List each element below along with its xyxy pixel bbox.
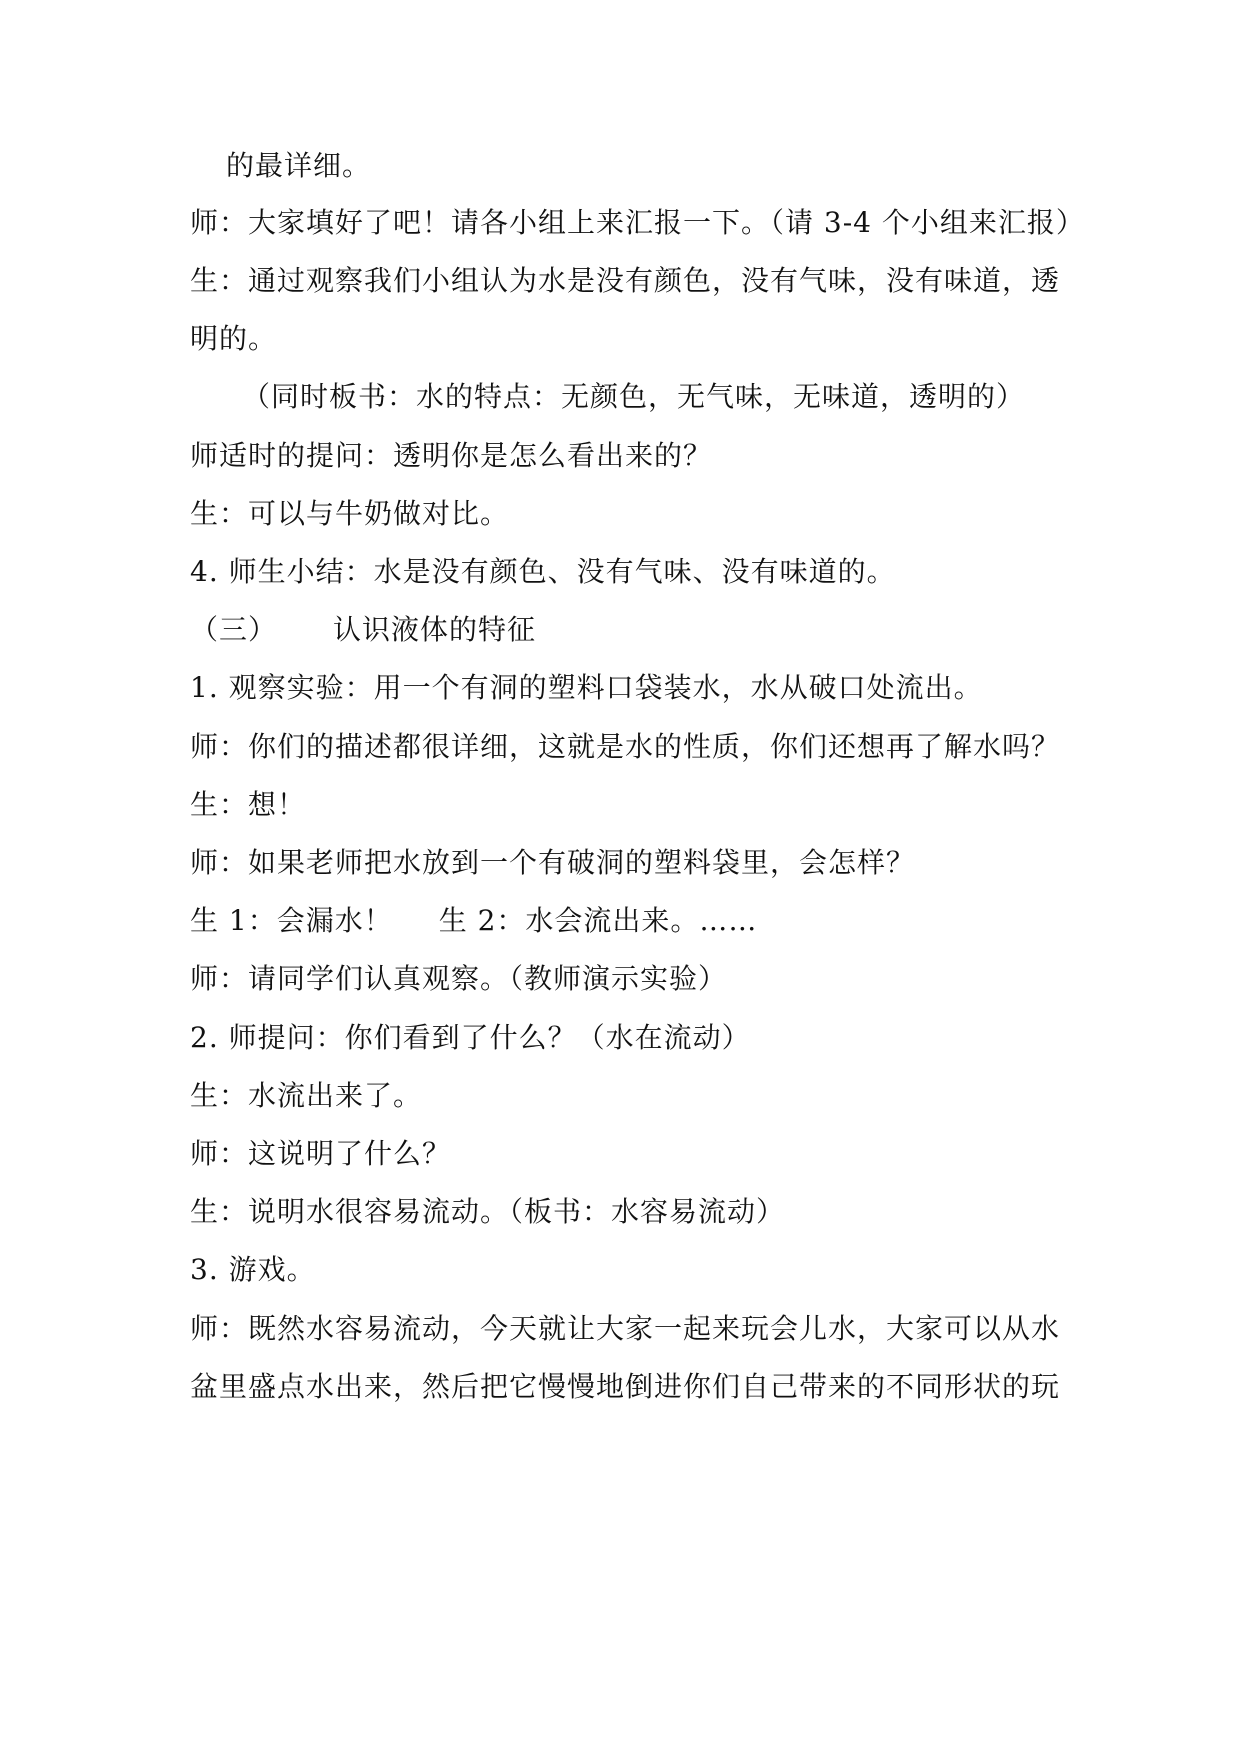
text-line: 生：说明水很容易流动。（板书：水容易流动）	[190, 1195, 786, 1228]
text-line: 师：如果老师把水放到一个有破洞的塑料袋里，会怎样？	[190, 846, 916, 879]
text-line: 1. 观察实验：用一个有洞的塑料口袋装水，水从破口处流出。	[190, 671, 983, 704]
text-line: 盆里盛点水出来，然后把它慢慢地倒进你们自己带来的不同形状的玩	[190, 1370, 1061, 1403]
text-line: 生：想！	[190, 788, 307, 821]
text-line	[190, 901, 757, 941]
text-line: 师适时的提问：透明你是怎么看出来的？	[190, 439, 713, 472]
student-1-answer: 生 1：会漏水！	[190, 904, 393, 937]
student-2-answer: 生 2：水会流出来。……	[438, 904, 758, 937]
section-heading	[190, 610, 536, 650]
text-line: 师：你们的描述都很详细，这就是水的性质，你们还想再了解水吗？	[190, 730, 1061, 763]
text-line: 2. 师提问：你们看到了什么？（水在流动）	[190, 1021, 751, 1054]
text-line: 4. 师生小结：水是没有颜色、没有气味、没有味道的。	[190, 555, 896, 588]
text-line: 生：可以与牛奶做对比。	[190, 497, 510, 530]
text-line: 生：水流出来了。	[190, 1079, 423, 1112]
text-line: 的最详细。	[226, 149, 372, 182]
text-line: （同时板书：水的特点：无颜色，无气味，无味道，透明的）	[242, 380, 1026, 413]
text-line: 明的。	[190, 322, 278, 355]
text-line: 生：通过观察我们小组认为水是没有颜色，没有气味，没有味道，透	[190, 264, 1061, 297]
text-line: 师：这说明了什么？	[190, 1137, 452, 1170]
section-title: 认识液体的特征	[333, 613, 537, 646]
text-line: 师：请同学们认真观察。（教师演示实验）	[190, 962, 728, 995]
text-line: 3. 游戏。	[190, 1253, 316, 1286]
text-line: 师：既然水容易流动，今天就让大家一起来玩会儿水，大家可以从水	[190, 1312, 1061, 1345]
text-line: 师：大家填好了吧！请各小组上来汇报一下。（请 3-4 个小组来汇报）	[190, 206, 1085, 239]
section-number: （三）	[190, 613, 278, 646]
